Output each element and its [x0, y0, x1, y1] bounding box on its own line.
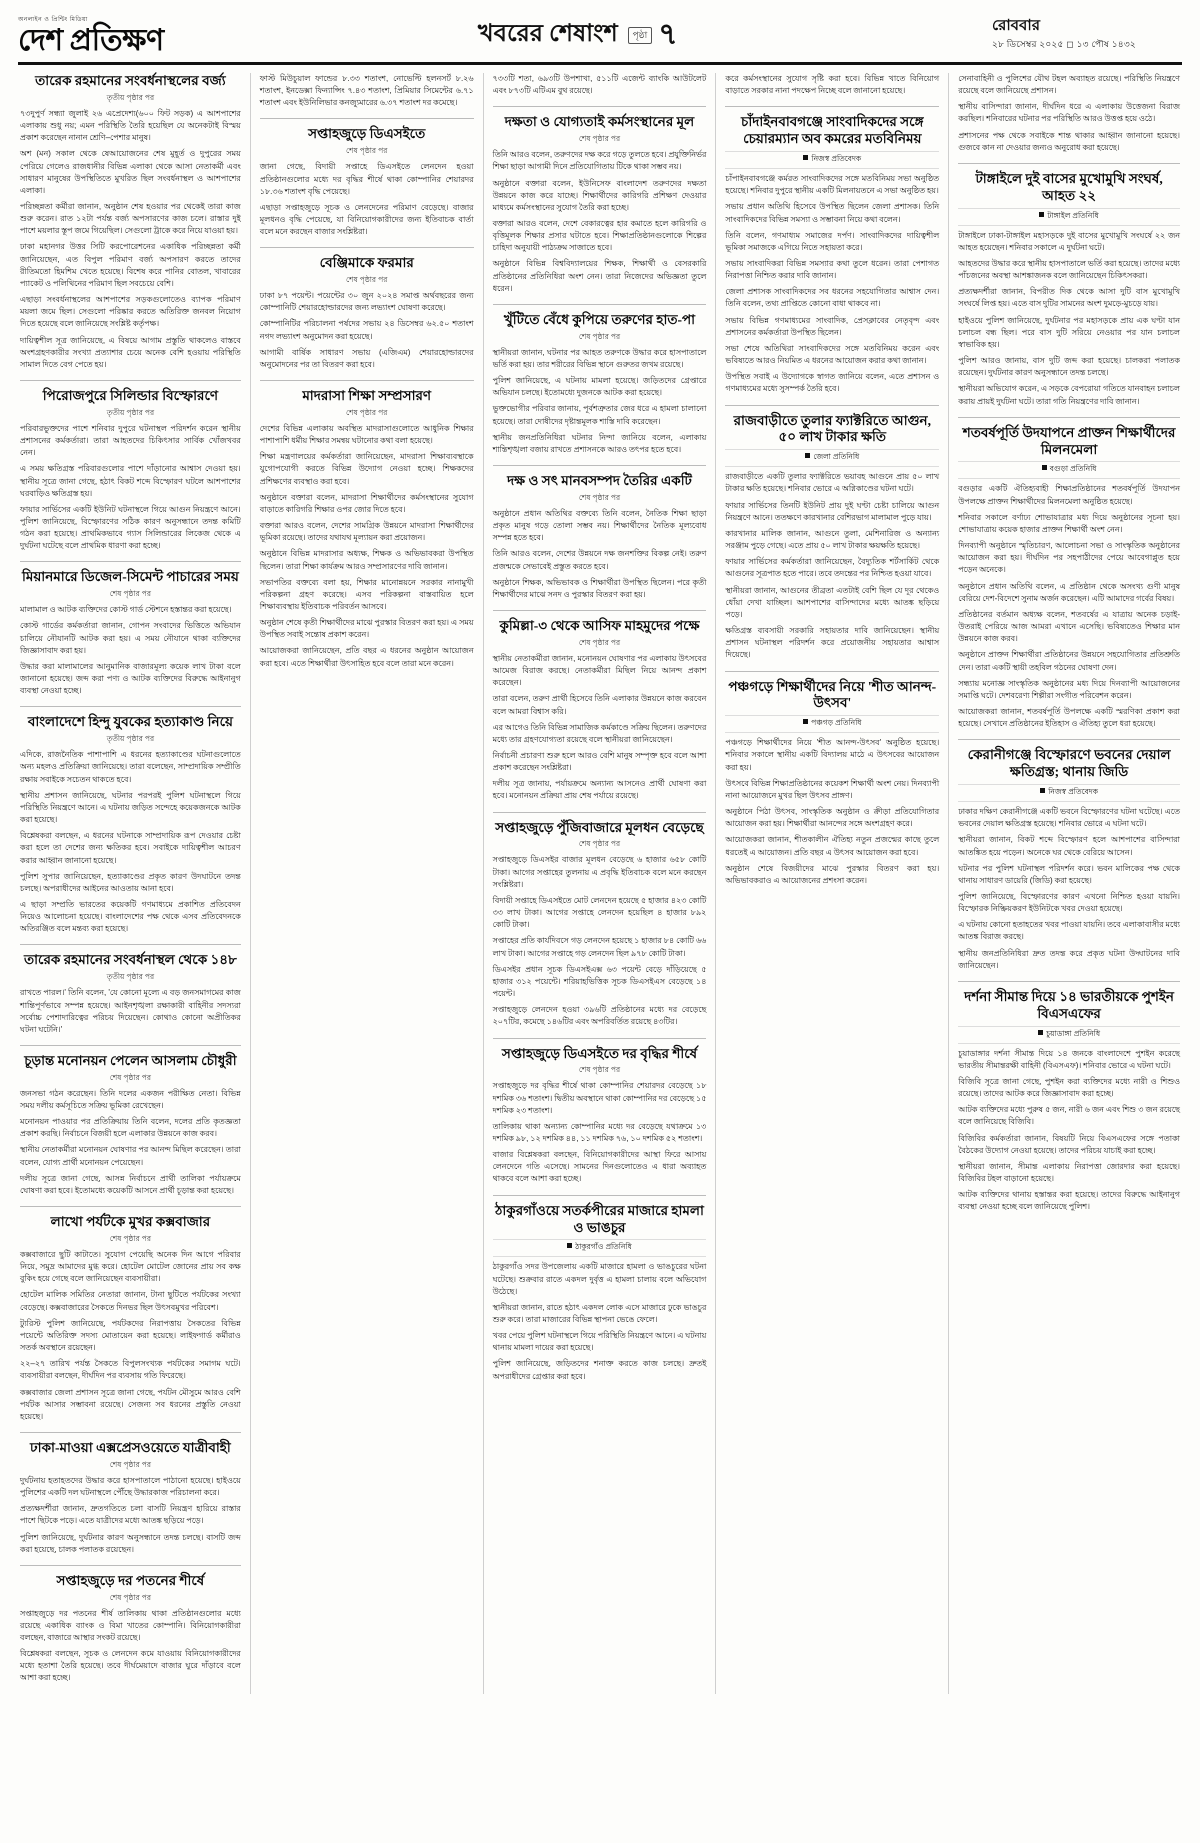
masthead — [18, 14, 1182, 65]
article-paragraph: প্রশাসনের পক্ষ থেকে সবাইকে শান্ত থাকার আহ্বান জানানো হয়েছে। গুজবে কান না দেওয়ার জন্যও অনুরোধ করা হয়েছে। — [958, 130, 1180, 152]
article-paragraph: সপ্তাহের প্রতি কার্যদিবসে গড় লেনদেন হয়েছে ১ হাজার ৮৪ কোটি ৬৬ লাখ টাকা। আগের সপ্তাহে গড় লেনদেন ছিল ৯৭৮ কোটি টাকা। — [492, 936, 707, 958]
article-paragraph: পরিবারভুক্তদের পাশে শনিবার দুপুরে ঘটনাস্থল পরিদর্শন করেন স্থানীয় প্রশাসনের কর্মকর্তারা। তারা আহতদের চিকিৎসার সার্বিক খোঁজখবর নেন। — [20, 423, 241, 458]
article-paragraph: সভায় বিভিন্ন গণমাধ্যমের সাংবাদিক, প্রেসক্লাবের নেতৃবৃন্দ এবং প্রশাসনের কর্মকর্তারা উপস্থিত ছিলেন। — [725, 315, 940, 337]
article-byline — [958, 784, 1180, 802]
article-paragraph: স্থানীয় নেতাকর্মীরা মনোনয়ন ঘোষণার পর আনন্দ মিছিল করেছেন। তারা বলেন, যোগ্য প্রার্থী মনোনয়ন পেয়েছেন। — [20, 1145, 241, 1167]
bullet-icon — [805, 453, 810, 458]
article-paragraph: সভায় প্রধান অতিথি হিসেবে উপস্থিত ছিলেন জেলা প্রশাসক। তিনি সাংবাদিকদের বিভিন্ন সমস্যা ও সম্ভাবনা নিয়ে কথা বলেন। — [725, 202, 940, 224]
article-paragraph: স্থানীয় জনপ্রতিনিধিরা দ্রুত তদন্ত করে প্রকৃত ঘটনা উদ্ঘাটনের দাবি জানিয়েছেন। — [958, 948, 1180, 970]
article-paragraph: রাখতে পারল।' তিনি বলেন, 'যে কোনো মূল্যে এ বড় জনসমাগমের কাজ শান্তিপূর্ণভাবে সম্পন্ন হয়েছে। আইনশৃঙ্খলা রক্ষাকারী বাহিনীর সদস্যরা সর্বোচ্চ পেশাদারিত্বের পরিচয় দিয়েছেন। কোথাও কোনো অপ্রীতিকর ঘটনা ঘটেনি।' — [20, 988, 241, 1034]
article-paragraph: জেলা প্রশাসক সাংবাদিকদের সব ধরনের সহযোগিতার আশ্বাস দেন। তিনি বলেন, তথ্য প্রাপ্তিতে কোনো বাধা থাকবে না। — [725, 287, 940, 309]
article-paragraph: আয়োজকরা জানান, শীতকালীন ঐতিহ্য নতুন প্রজন্মের কাছে তুলে ধরতেই এ আয়োজন। প্রতি বছর এ উৎসব আয়োজন করা হবে। — [725, 835, 940, 857]
article — [260, 73, 474, 109]
article-paragraph: বাজার বিশ্লেষকরা বলছেন, বিনিয়োগকারীদের আস্থা ফিরে আসায় লেনদেনে গতি এসেছে। সামনের দিনগুলোতেও এ ধারা অব্যাহত থাকবে বলে আশা করা হচ্ছে। — [492, 1150, 707, 1184]
bullet-icon — [1038, 1030, 1043, 1035]
article-paragraph: তিনি বলেন, গণমাধ্যম সমাজের দর্পণ। সাংবাদিকদের দায়িত্বশীল ভূমিকা সমাজকে এগিয়ে নিতে সহায়তা করে। — [725, 230, 940, 252]
article-paragraph: স্থানীয়রা জানান, রাতে হঠাৎ একদল লোক এসে মাজারে ঢুকে ভাঙচুর শুরু করে। তারা মাজারের বিভিন্ন স্থাপনা ভেঙে ফেলে। — [492, 1302, 707, 1324]
article-headline[interactable]: সপ্তাহজুড়ে পুঁজিবাজারে মূলধন বেড়েছে — [495, 819, 704, 835]
article-continuation-note: শেষ পৃষ্ঠার পর — [346, 146, 388, 156]
article-paragraph: সন্ধ্যায় মনোজ্ঞ সাংস্কৃতিক অনুষ্ঠানের মধ্য দিয়ে দিনব্যাপী আয়োজনের সমাপ্তি ঘটে। দেশবরেণ্য শিল্পীরা সংগীত পরিবেশন করেন। — [958, 678, 1180, 700]
article-headline[interactable]: মাদরাসা শিক্ষা সম্প্রসারণ — [302, 388, 432, 404]
article-byline — [493, 1239, 707, 1257]
article-headline[interactable]: বেঞ্জিমাকে ফরমার — [319, 255, 414, 271]
article-paragraph: চুয়াডাঙ্গার দর্শনা সীমান্ত দিয়ে ১৪ জনকে বাংলাদেশে পুশইন করেছে ভারতীয় সীমান্তরক্ষী বাহিনী (বিএসএফ)। শনিবার ভোরে এ ঘটনা ঘটে। — [958, 1048, 1180, 1070]
article — [20, 561, 241, 697]
article-paragraph: স্থানীয় নেতাকর্মীরা জানান, মনোনয়ন ঘোষণার পর এলাকায় উৎসবের আমেজ বিরাজ করছে। নেতাকর্মীরা মিছিল নিয়ে আনন্দ প্রকাশ করেছেন। — [492, 653, 707, 688]
article-paragraph: সপ্তাহজুড়ে লেনদেন হওয়া ৩৯৬টি প্রতিষ্ঠানের মধ্যে দর বেড়েছে ২০৭টির, কমেছে ১৪৬টির এবং অপরিবর্তিত রয়েছে ৪৩টির। — [492, 1005, 707, 1027]
article — [493, 1195, 707, 1383]
article-headline[interactable]: দর্শনা সীমান্ত দিয়ে ১৪ ভারতীয়কে পুশইন বিএসএফের — [964, 988, 1174, 1021]
article-headline[interactable]: লাখো পর্যটকে মুখর কক্সবাজার — [50, 1214, 211, 1230]
article-paragraph: অনুষ্ঠানে পিঠা উৎসব, সাংস্কৃতিক অনুষ্ঠান ও ক্রীড়া প্রতিযোগিতার আয়োজন করা হয়। শিক্ষার্থীরা আনন্দের সঙ্গে অংশগ্রহণ করে। — [725, 807, 940, 829]
byline-text: পঞ্চগড় প্রতিনিধি — [811, 718, 862, 728]
article-paragraph: স্থানীয় জনপ্রতিনিধিরা ঘটনার নিন্দা জানিয়ে বলেন, এলাকায় শান্তিশৃঙ্খলা বজায় রাখতে প্রশাসনকে আরও তৎপর হতে হবে। — [492, 432, 707, 454]
article-paragraph: দেশের বিভিন্ন এলাকায় অবস্থিত মাদরাসাগুলোতে আধুনিক শিক্ষার পাশাপাশি ধর্মীয় শিক্ষার সমন্বয় ঘটানোর কথা বলা হয়েছে। — [259, 423, 474, 446]
article-paragraph: অনুষ্ঠান শেষে বিজয়ীদের মাঝে পুরস্কার বিতরণ করা হয়। অভিভাবকরাও এ আয়োজনের প্রশংসা করেন। — [725, 863, 940, 885]
article — [493, 465, 707, 601]
byline-text: ঠাকুরগাঁও প্রতিনিধি — [575, 1242, 632, 1252]
article — [958, 163, 1180, 408]
article-paragraph: টাঙ্গাইলে ঢাকা-টাঙ্গাইল মহাসড়কে দুই বাসের মুখোমুখি সংঘর্ষে ২২ জন আহত হয়েছেন। শনিবার সকালে এ দুর্ঘটনা ঘটে। — [958, 230, 1180, 252]
article-paragraph: কোস্ট গার্ডের কর্মকর্তারা জানান, গোপন সংবাদের ভিত্তিতে অভিযান চালিয়ে নৌযানটি আটক করা হয়। এ সময় নৌযানে থাকা ব্যক্তিদের জিজ্ঞাসাবাদ করা হয়। — [20, 621, 241, 655]
article-paragraph: অনুষ্ঠানে বিভিন্ন বিশ্ববিদ্যালয়ের শিক্ষক, শিক্ষার্থী ও বেসরকারি প্রতিষ্ঠানের প্রতিনিধিরা অংশ নেন। তারা নিজেদের অভিজ্ঞতা তুলে ধরেন। — [492, 259, 707, 293]
weekday: রোববার — [992, 18, 1040, 35]
article-paragraph: অনুষ্ঠানে শিক্ষক, অভিভাবক ও শিক্ষার্থীরা উপস্থিত ছিলেন। পরে কৃতী শিক্ষার্থীদের মাঝে সনদ ও পুরস্কার বিতরণ করা হয়। — [492, 577, 707, 599]
article-paragraph: পুলিশ সুপার জানিয়েছেন, হত্যাকাণ্ডের প্রকৃত কারণ উদঘাটনে তদন্ত চলছে। অপরাধীদের আইনের আওতায় আনা হবে। — [20, 871, 241, 893]
article — [725, 405, 939, 662]
article-continuation-note: শেষ পৃষ্ঠার পর — [346, 275, 388, 285]
article-paragraph: সভাপতির বক্তব্যে বলা হয়, শিক্ষার মানোন্নয়নে সরকার নানামুখী পরিকল্পনা গ্রহণ করেছে। এসব পরিকল্পনা বাস্তবায়িত হলে শিক্ষাব্যবস্থায় ইতিবাচক পরিবর্তন আসবে। — [259, 577, 474, 611]
article-paragraph: সপ্তাহজুড়ে দর পতনের শীর্ষ তালিকায় থাকা প্রতিষ্ঠানগুলোর মধ্যে রয়েছে একাধিক ব্যাংক ও বিমা খাতের কোম্পানি। বিনিয়োগকারীরা বলছেন, বাজারে আস্থার সংকট রয়েছে। — [20, 1608, 241, 1642]
section-title: খবরের শেষাংশ — [477, 21, 618, 47]
article-paragraph: স্থানীয়রা জানান, আগুনের তীব্রতা এতটাই বেশি ছিল যে দূর থেকেও ধোঁয়া দেখা যাচ্ছিল। আশপাশের বাসিন্দাদের মধ্যে আতঙ্ক ছড়িয়ে পড়ে। — [725, 585, 940, 619]
article-paragraph: অনুষ্ঠানে বিভিন্ন মাদরাসার অধ্যক্ষ, শিক্ষক ও অভিভাবকরা উপস্থিত ছিলেন। তারা শিক্ষা কার্যক্রম আরও সম্প্রসারণের দাবি জানান। — [259, 549, 474, 571]
article-paragraph: অনুষ্ঠানে বক্তারা বলেন, ইউনিসেফ বাংলাদেশ তরুণদের দক্ষতা উন্নয়নে কাজ করে যাচ্ছে। শিক্ষার্থীদের কারিগরি প্রশিক্ষণ দেওয়ার মাধ্যমে কর্মসংস্থানের সুযোগ তৈরি করা হচ্ছে। — [492, 178, 707, 212]
article-paragraph: নির্বাচনী প্রচারণা শুরু হলে আরও বেশি মানুষ সম্পৃক্ত হবে বলে আশা প্রকাশ করেছেন সংশ্লিষ্টরা। — [492, 750, 707, 773]
column-2 — [251, 73, 484, 1694]
article-paragraph: ঘটনার পর পুলিশ ঘটনাস্থল পরিদর্শন করে। ভবন মালিকের পক্ষ থেকে থানায় সাধারণ ডায়েরি (জিডি) করা হয়েছে। — [958, 863, 1180, 885]
article-paragraph: স্থানীয়রা অভিযোগ করেন, এ সড়কে বেপরোয়া গতিতে যানবাহন চলাচল করায় প্রায়ই দুর্ঘটনা ঘটে। তারা গতি নিয়ন্ত্রণের দাবি জানান। — [958, 384, 1180, 406]
article-paragraph: জনসভা গঠন করেছেন। তিনি দলের একজন পরীক্ষিত নেতা। বিভিন্ন সময় দলীয় কর্মসূচিতে সক্রিয় ভূমিকা রেখেছেন। — [20, 1088, 241, 1110]
date-block — [992, 18, 1182, 52]
article-headline[interactable]: তারেক রহমানের সংবর্ধনাস্থলের বর্জ্য — [35, 73, 226, 88]
article-paragraph: প্রতিষ্ঠানের বর্তমান অধ্যক্ষ বলেন, শতবর্ষের এ যাত্রায় অনেক চড়াই-উতরাই পেরিয়ে আজ আমরা এখানে এসেছি। ভবিষ্যতেও শিক্ষার মান উন্নয়নে কাজ করব। — [958, 609, 1180, 644]
page-number: ৭ — [658, 18, 678, 51]
article-continuation-note: শেষ পৃষ্ঠার পর — [578, 637, 621, 647]
article-continuation-note: শেষ পৃষ্ঠার পর — [578, 839, 621, 849]
article-paragraph: বগুড়ার একটি ঐতিহ্যবাহী শিক্ষাপ্রতিষ্ঠানের শতবর্ষপূর্তি উদযাপন উপলক্ষে প্রাক্তন শিক্ষার্থীদের মিলনমেলা অনুষ্ঠিত হয়েছে। — [958, 484, 1180, 506]
article — [958, 73, 1180, 154]
article-paragraph: কক্সবাজার জেলা প্রশাসন সূত্রে জানা গেছে, পর্যটন মৌসুমে আরও বেশি পর্যটক আসার সম্ভাবনা রয়েছে। সেজন্য সব ধরনের প্রস্তুতি নেওয়া হয়েছে। — [20, 1387, 241, 1421]
article-paragraph: আগামী বার্ষিক সাধারণ সভায় (এজিএম) শেয়ারহোল্ডারদের অনুমোদনের পর তা বিতরণ করা হবে। — [259, 347, 474, 369]
article-headline[interactable]: বাংলাদেশে হিন্দু যুবকের হত্যাকাণ্ড নিয়ে — [27, 714, 233, 730]
article-paragraph: তারা বলেন, তরুণ প্রার্থী হিসেবে তিনি এলাকার উন্নয়নে কাজ করবেন বলে আমরা বিশ্বাস করি। — [492, 694, 707, 716]
article — [20, 73, 241, 371]
article — [725, 671, 939, 887]
article — [260, 247, 474, 371]
article-paragraph: ফায়ার সার্ভিসের একটি ইউনিট ঘটনাস্থলে গিয়ে আগুন নিয়ন্ত্রণে আনে। পুলিশ জানিয়েছে, বিস্ফোরণের সঠিক কারণ অনুসন্ধানে তদন্ত কমিটি গঠন করা হয়েছে। প্রাথমিকভাবে গ্যাস সিলিন্ডারের লিকেজ থেকে এ দুর্ঘটনা ঘটেছে বলে প্রাথমিক ধারণা করা হচ্ছে। — [20, 504, 241, 551]
article-continuation-note: শেষ পৃষ্ঠার পর — [578, 492, 621, 502]
article-paragraph: বক্তারা আরও বলেন, দেশের সামগ্রিক উন্নয়নে মাদরাসা শিক্ষার্থীদের ভূমিকা রয়েছে। তাদের যথাযথ মূল্যায়ন করা প্রয়োজন। — [259, 521, 474, 543]
article-paragraph: কোম্পানিটির পরিচালনা পর্ষদের সভায় ২৪ ডিসেম্বর ৬২.৫০ শতাংশ নগদ লভ্যাংশ অনুমোদন করা হয়েছে। — [259, 319, 474, 341]
article-paragraph: চাঁপাইনবাবগঞ্জে কর্মরত সাংবাদিকদের সঙ্গে মতবিনিময় সভা অনুষ্ঠিত হয়েছে। শনিবার দুপুরে স্থানীয় একটি মিলনায়তনে এ সভা অনুষ্ঠিত হয়। — [725, 174, 940, 196]
article-continuation-note: তৃতীয় পৃষ্ঠার পর — [106, 92, 155, 102]
article-paragraph: দুর্ঘটনায় হতাহতদের উদ্ধার করে হাসপাতালে পাঠানো হয়েছে। হাইওয়ে পুলিশের একটি দল ঘটনাস্থলে পৌঁছে উদ্ধারকাজ পরিচালনা করে। — [20, 1475, 241, 1498]
article-paragraph: প্রত্যক্ষদর্শীরা জানান, বিপরীত দিক থেকে আসা দুটি বাস মুখোমুখি সংঘর্ষে লিপ্ত হয়। এতে বাস দুটির সামনের অংশ দুমড়ে-মুচড়ে যায়। — [958, 287, 1180, 309]
article-headline[interactable]: টাঙ্গাইলে দুই বাসের মুখোমুখি সংঘর্ষ, আহত ২২ — [975, 170, 1163, 203]
article-headline[interactable]: সপ্তাহজুড়ে দর পতনের শীর্ষে — [56, 1572, 205, 1588]
article-paragraph: প্রত্যক্ষদর্শীরা জানান, দ্রুতগতিতে চলা বাসটি নিয়ন্ত্রণ হারিয়ে রাস্তার পাশে ছিটকে পড়ে। এতে যাত্রীদের মধ্যে আতঙ্ক ছড়িয়ে পড়ে। — [20, 1504, 241, 1526]
column-3 — [484, 73, 717, 1694]
article-headline[interactable]: চূড়ান্ত মনোনয়ন পেলেন আসলাম চৌধুরী — [24, 1052, 237, 1068]
article-paragraph: অনুষ্ঠান শেষে কৃতী শিক্ষার্থীদের মাঝে পুরস্কার বিতরণ করা হয়। এ সময় উপস্থিত সবাই সন্তোষ প্রকাশ করেন। — [259, 618, 474, 640]
article — [493, 610, 707, 803]
article-byline — [725, 715, 939, 733]
article-paragraph: শিক্ষা মন্ত্রণালয়ের কর্মকর্তারা জানিয়েছেন, মাদরাসা শিক্ষাব্যবস্থাকে যুগোপযোগী করতে বিভিন্ন উদ্যোগ নেওয়া হচ্ছে। শিক্ষকদের প্রশিক্ষণের ব্যবস্থাও করা হবে। — [259, 452, 474, 486]
article-continuation-note: শেষ পৃষ্ঠার পর — [109, 1592, 152, 1602]
article-paragraph: দিনব্যাপী অনুষ্ঠানে স্মৃতিচারণ, আলোচনা সভা ও সাংস্কৃতিক অনুষ্ঠানের আয়োজন করা হয়। দীর্ঘদিন পর সহপাঠীদের পেয়ে আবেগাপ্লুত হয়ে পড়েন অনেকে। — [958, 541, 1180, 575]
column-5 — [949, 73, 1182, 1694]
article-paragraph: স্থানীয় বাসিন্দারা জানান, দীর্ঘদিন ধরে এ এলাকায় উত্তেজনা বিরাজ করছিল। শনিবারের ঘটনার পর পরিস্থিতি আরও উত্তপ্ত হয়ে ওঠে। — [958, 102, 1180, 124]
bullet-icon — [567, 1243, 572, 1248]
article-headline[interactable]: সপ্তাহজুড়ে ডিএসইতে দর বৃদ্ধির শীর্ষে — [501, 1045, 698, 1061]
article-headline[interactable]: মিয়ানমারে ডিজেল-সিমেন্ট পাচারের সময় — [22, 569, 239, 585]
byline-text: চুয়াডাঙ্গা প্রতিনিধি — [1046, 1028, 1101, 1038]
logo-text: দেশ প্রতিক্ষণ — [18, 24, 164, 57]
article-paragraph: বক্তারা আরও বলেন, দেশে বেকারত্বের হার কমাতে হলে কারিগরি ও বৃত্তিমূলক শিক্ষার প্রসার ঘটাতে হবে। শিক্ষাপ্রতিষ্ঠানগুলোকে শিল্পের চাহিদা অনুযায়ী পাঠ্যক্রম সাজাতে হবে। — [492, 218, 707, 253]
bullet-icon — [1040, 788, 1045, 793]
article — [725, 73, 939, 97]
article-paragraph: দলীয় সূত্র জানায়, পর্যায়ক্রমে অন্যান্য আসনেও প্রার্থী ঘোষণা করা হবে। মনোনয়ন প্রক্রিয়া প্রায় শেষ পর্যায়ে রয়েছে। — [492, 779, 707, 801]
article-continuation-note: শেষ পৃষ্ঠার পর — [578, 331, 621, 341]
article-paragraph: শনিবার সকালে বর্ণাঢ্য শোভাযাত্রার মধ্য দিয়ে অনুষ্ঠানের সূচনা হয়। শোভাযাত্রায় কয়েক হাজার প্রাক্তন শিক্ষার্থী অংশ নেন। — [958, 512, 1180, 534]
article-paragraph: আয়োজকরা জানান, শতবর্ষপূর্তি উপলক্ষে একটি স্মরণিকা প্রকাশ করা হয়েছে। সেখানে প্রতিষ্ঠানের ইতিহাস ও ঐতিহ্য তুলে ধরা হয়েছে। — [958, 706, 1180, 729]
article-paragraph: মালামাল ও আটক ব্যক্তিদের কোস্ট গার্ড স্টেশনে হস্তান্তর করা হয়েছে। — [20, 605, 232, 615]
article-paragraph: পরিচ্ছন্নতা কর্মীরা জানান, অনুষ্ঠান শেষ হওয়ার পর থেকেই তারা কাজ শুরু করেন। রাত ১২টা পর্যন্ত বর্জ্য অপসারণের কাজ চলে। রাস্তার দুই পাশে ময়লার স্তূপ জমে গিয়েছিল। সেগুলো ট্রাকে করে নিয়ে যাওয়া হয়। — [20, 201, 241, 236]
article-paragraph: ডিএসইর প্রধান সূচক ডিএসইএক্স ৬৩ পয়েন্ট বেড়ে দাঁড়িয়েছে ৫ হাজার ৩১২ পয়েন্টে। শরিয়াহভিত্তিক সূচক ডিএসইএস বেড়েছে ১৪ পয়েন্ট। — [492, 964, 707, 999]
article-paragraph: ট্যুরিস্ট পুলিশ জানিয়েছে, পর্যটকদের নিরাপত্তায় সৈকতের বিভিন্ন পয়েন্টে অতিরিক্ত সদস্য মোতায়েন করা হয়েছে। লাইফগার্ড কর্মীরাও সতর্ক অবস্থানে রয়েছেন। — [20, 1318, 241, 1353]
article-headline[interactable]: তারেক রহমানের সংবর্ধনাস্থল থেকে ১৪৮ — [23, 952, 237, 968]
article-byline — [958, 208, 1180, 226]
article — [958, 981, 1180, 1214]
article-paragraph: বিজিবির কর্মকর্তারা জানান, বিষয়টি নিয়ে বিএসএফের সঙ্গে পতাকা বৈঠকের উদ্যোগ নেওয়া হয়েছে। তাদের পরিচয় যাচাই করা হচ্ছে। — [958, 1133, 1180, 1155]
article — [20, 706, 241, 935]
article-continuation-note: তৃতীয় পৃষ্ঠার পর — [106, 407, 155, 417]
article-continuation-note: শেষ পৃষ্ঠার পর — [109, 1072, 152, 1082]
article-paragraph: আটক ব্যক্তিদের থানায় হস্তান্তর করা হয়েছে। তাদের বিরুদ্ধে আইনানুগ ব্যবস্থা নেওয়া হচ্ছে বলে জানিয়েছে পুলিশ। — [958, 1190, 1180, 1212]
article-continuation-note: শেষ পৃষ্ঠার পর — [109, 1233, 152, 1243]
article-paragraph: বিশ্লেষকরা বলছেন, সূচক ও লেনদেন কমে যাওয়ায় বিনিয়োগকারীদের মধ্যে হতাশা তৈরি হয়েছে। তবে দীর্ঘমেয়াদে বাজার ঘুরে দাঁড়াবে বলে আশা করা হচ্ছে। — [20, 1649, 241, 1683]
article-paragraph: তিনি আরও বলেন, তরুণদের দক্ষ করে গড়ে তুলতে হবে। প্রযুক্তিনির্ভর শিক্ষা ছাড়া আগামী দিনে প্রতিযোগিতায় টিকে থাকা সম্ভব নয়। — [492, 150, 707, 172]
article-paragraph: অনুষ্ঠানে প্রধান অতিথির বক্তব্যে তিনি বলেন, নৈতিক শিক্ষা ছাড়া প্রকৃত মানুষ গড়ে তোলা সম্ভব নয়। শিক্ষার্থীদের নৈতিক মূল্যবোধ সম্পন্ন হতে হবে। — [492, 508, 707, 543]
article-headline[interactable]: রাজবাড়ীতে তুলার ফ্যাক্টরিতে আগুন, ৫০ লাখ টাকার ক্ষতি — [733, 412, 931, 445]
article-paragraph: স্থানীয়রা জানান, ঘটনার পর আহত তরুণকে উদ্ধার করে হাসপাতালে ভর্তি করা হয়। তার শরীরের বিভিন্ন স্থানে গুরুতর জখম রয়েছে। — [492, 347, 707, 369]
article-paragraph: ২২–২৭ তারিখ পর্যন্ত সৈকতে বিপুলসংখ্যক পর্যটকের সমাগম ঘটে। ব্যবসায়ীরা বলছেন, দীর্ঘদিন পর ব্যবসায় গতি ফিরেছে। — [20, 1359, 241, 1381]
article-byline — [958, 1026, 1180, 1044]
article-paragraph: পুলিশ জানিয়েছে, এ ঘটনায় মামলা হয়েছে। জড়িতদের গ্রেপ্তারে অভিযান চলছে। ইতোমধ্যে দুজনকে আটক করা হয়েছে। — [492, 376, 707, 398]
article-headline[interactable]: পঞ্চগড়ে শিক্ষার্থীদের নিয়ে 'শীত আনন্দ-উৎসব' — [728, 678, 937, 711]
article-paragraph: আয়োজকরা জানিয়েছেন, প্রতি বছর এ ধরনের অনুষ্ঠান আয়োজন করা হবে। এতে শিক্ষার্থীরা উৎসাহিত হবে বলে তারা মনে করেন। — [259, 646, 474, 668]
article-paragraph: এছাড়া সংবর্ধনাস্থলের আশপাশের সড়কগুলোতেও ব্যাপক পরিমাণ ময়লা জমে ছিল। সেগুলো পরিষ্কার করতে অতিরিক্ত জনবল নিয়োগ দিতে হয়েছে বলে জানিয়েছে সংশ্লিষ্ট কর্তৃপক্ষ। — [20, 295, 241, 329]
article-headline[interactable]: দক্ষতা ও যোগ্যতাই কর্মসংস্থানের মূল — [504, 114, 695, 130]
article-paragraph: উপস্থিত সবাই এ উদ্যোগকে স্বাগত জানিয়ে বলেন, এতে প্রশাসন ও গণমাধ্যমের মধ্যে সুসম্পর্ক তৈরি হবে। — [725, 372, 940, 394]
article-paragraph: বিদায়ী সপ্তাহে ডিএসইতে মোট লেনদেন হয়েছে ৫ হাজার ৪২৩ কোটি ৩৩ লাখ টাকা। আগের সপ্তাহে লেনদেন হয়েছিল ৪ হাজার ৮৯২ কোটি টাকা। — [492, 895, 707, 930]
article-headline[interactable]: শতবর্ষপূর্তি উদযাপনে প্রাক্তন শিক্ষার্থীদের মিলনমেলা — [962, 424, 1176, 457]
article-paragraph: বিজিবি সূত্রে জানা গেছে, পুশইন করা ব্যক্তিদের মধ্যে নারী ও শিশুও রয়েছে। তাদের আটক করে জিজ্ঞাসাবাদ করা হচ্ছে। — [958, 1076, 1180, 1099]
article-paragraph: অনুষ্ঠানে বক্তারা বলেন, মাদরাসা শিক্ষার্থীদের কর্মসংস্থানের সুযোগ বাড়াতে কারিগরি শিক্ষার ওপর জোর দিতে হবে। — [259, 492, 474, 514]
article-paragraph: ঢাকা মহানগর উত্তর সিটি করপোরেশনের একাধিক পরিচ্ছন্নতা কর্মী জানিয়েছেন, এত বিপুল পরিমাণ বর্জ্য অপসারণ করতে তাদের রীতিমতো হিমশিম খেতে হয়েছে। বিশেষ করে পানির বোতল, খাবারের প্যাকেট ও পলিথিনের পরিমাণ ছিল সবচেয়ে বেশি। — [20, 242, 241, 288]
article-headline[interactable]: সপ্তাহজুড়ে ডিএসইতে — [308, 126, 426, 142]
article-paragraph: বিশ্লেষকরা বলছেন, এ ধরনের ঘটনাকে সাম্প্রদায়িক রূপ দেওয়ার চেষ্টা করা হলে তা দেশের জন্য ক্ষতিকর হবে। সবাইকে দায়িত্বশীল আচরণ করার আহ্বান জানানো হয়েছে। — [20, 831, 241, 865]
bullet-icon — [1039, 212, 1044, 217]
article-columns — [18, 73, 1182, 1694]
article-paragraph: আহতদের উদ্ধার করে স্থানীয় হাসপাতালে ভর্তি করা হয়েছে। তাদের মধ্যে পাঁচজনের অবস্থা আশঙ্কাজনক বলে জানিয়েছেন চিকিৎসকরা। — [958, 259, 1180, 281]
column-4 — [716, 73, 949, 1694]
article-paragraph: সভা শেষে অতিথিরা সাংবাদিকদের সঙ্গে মতবিনিময় করেন এবং ভবিষ্যতে আরও নিয়মিত এ ধরনের আয়োজন করার কথা জানান। — [725, 343, 940, 366]
article-paragraph: করে কর্মসংস্থানের সুযোগ সৃষ্টি করা হবে। বিভিন্ন খাতে বিনিয়োগ বাড়াতে সরকার নানা পদক্ষেপ নিচ্ছে বলে জানানো হয়েছে। — [725, 74, 940, 96]
article-headline[interactable]: কুমিল্লা-৩ থেকে আসিফ মাহমুদের পক্ষে — [499, 618, 700, 633]
article — [493, 1038, 707, 1186]
column-1 — [18, 73, 251, 1694]
article-paragraph: আটক ব্যক্তিদের মধ্যে পুরুষ ৫ জন, নারী ৬ জন এবং শিশু ৩ জন রয়েছে বলে জানিয়েছে বিজিবি। — [958, 1105, 1180, 1127]
article — [20, 1045, 241, 1197]
article — [20, 1432, 241, 1556]
article — [20, 380, 241, 552]
article — [260, 118, 474, 238]
article-headline[interactable]: ঢাকা-মাওয়া এক্সপ্রেসওয়েতে যাত্রীবাহী — [30, 1440, 231, 1455]
article-headline[interactable]: খুঁটিতে বেঁধে কুপিয়ে তরুণের হাত-পা — [503, 311, 696, 327]
article — [493, 73, 707, 97]
article-paragraph: এ ছাড়া সম্প্রতি ভারতের কয়েকটি গণমাধ্যমে প্রকাশিত প্রতিবেদন নিয়েও আলোচনা হয়েছে। বাংলাদেশের পক্ষ থেকে এসব প্রতিবেদনকে অতিরঞ্জিত বলে মন্তব্য করা হয়েছে। — [20, 900, 241, 934]
article-paragraph: জানা গেছে, বিদায়ী সপ্তাহে ডিএসইতে লেনদেন হওয়া প্রতিষ্ঠানগুলোর মধ্যে দর বৃদ্ধির শীর্ষে থাকা কোম্পানির শেয়ারদর ১৮.৩৬ শতাংশ বৃদ্ধি পেয়েছে। — [259, 162, 474, 196]
byline-text: টাঙ্গাইল প্রতিনিধি — [1047, 210, 1099, 220]
article-paragraph: পুলিশ আরও জানায়, বাস দুটি জব্দ করা হয়েছে। চালকরা পলাতক রয়েছেন। দুর্ঘটনার কারণ অনুসন্ধানে তদন্ত চলছে। — [958, 356, 1180, 378]
article-continuation-note: শেষ পৃষ্ঠার পর — [578, 134, 621, 144]
article-continuation-note: তৃতীয় পৃষ্ঠার পর — [106, 972, 155, 982]
article-paragraph: এর আগেও তিনি বিভিন্ন সামাজিক কর্মকাণ্ডে সক্রিয় ছিলেন। তরুণদের মধ্যে তার গ্রহণযোগ্যতা রয়েছে বলে স্থানীয়রা জানিয়েছেন। — [492, 722, 707, 744]
article-paragraph: রাজবাড়ীতে একটি তুলার ফ্যাক্টরিতে ভয়াবহ আগুনে প্রায় ৫০ লাখ টাকার ক্ষতি হয়েছে। শনিবার ভোরে এ অগ্নিকাণ্ডের ঘটনা ঘটে। — [725, 472, 940, 494]
article-continuation-note: শেষ পৃষ্ঠার পর — [109, 1459, 152, 1469]
article-paragraph: এছাড়া সপ্তাহজুড়ে সূচক ও লেনদেনের পরিমাণ বেড়েছে। বাজার মূলধনও বৃদ্ধি পেয়েছে, যা বিনিয়োগকারীদের জন্য ইতিবাচক বার্তা বলে মনে করছেন বাজার সংশ্লিষ্টরা। — [259, 202, 474, 237]
article-paragraph: সেনাবাহিনী ও পুলিশের যৌথ টহল অব্যাহত রয়েছে। পরিস্থিতি নিয়ন্ত্রণে রয়েছে বলে জানিয়েছে প্রশাসন। — [958, 74, 1180, 96]
article-paragraph: দলীয় সূত্রে জানা গেছে, আসন্ন নির্বাচনে প্রার্থী তালিকা পর্যায়ক্রমে ঘোষণা করা হবে। ইতোমধ্যে কয়েকটি আসনে প্রার্থী চূড়ান্ত করা হয়েছে। — [20, 1173, 241, 1195]
article-paragraph: হোটেল মালিক সমিতির নেতারা জানান, টানা ছুটিতে পর্যটকের সংখ্যা বেড়েছে। কক্সবাজারের সৈকতে দিনভর ছিল উৎসবমুখর পরিবেশ। — [20, 1290, 241, 1312]
article-headline[interactable]: কেরানীগঞ্জে বিস্ফোরণে ভবনের দেয়াল ক্ষতিগ্রস্ত; থানায় জিডি — [967, 747, 1171, 780]
article-byline — [725, 151, 939, 169]
article-paragraph: অনুষ্ঠানে প্রাক্তন শিক্ষার্থীরা প্রতিষ্ঠানের উন্নয়নে সহযোগিতার প্রতিশ্রুতি দেন। তারা একটি স্থায়ী তহবিল গঠনের ঘোষণা দেন। — [958, 650, 1180, 672]
article-paragraph: ফায়ার সার্ভিসের তিনটি ইউনিট প্রায় দুই ঘণ্টা চেষ্টা চালিয়ে আগুন নিয়ন্ত্রণে আনে। ততক্ষণে কারখানার বেশিরভাগ মালামাল পুড়ে যায়। — [725, 500, 940, 522]
byline-text: জেলা প্রতিনিধি — [813, 452, 860, 462]
page-badge — [628, 20, 678, 50]
bullet-icon — [803, 155, 808, 160]
section-header — [478, 15, 678, 55]
article-paragraph: ঢাকার দক্ষিণ কেরানীগঞ্জে একটি ভবনে বিস্ফোরণের ঘটনা ঘটেছে। এতে ভবনের দেয়াল ক্ষতিগ্রস্ত হয়েছে। শনিবার ভোরে এ ঘটনা ঘটে। — [958, 807, 1180, 829]
article-paragraph: ফাস্ট মিউচুয়াল ফান্ডের ৮.৩৩ শতাংশ, নোভেল্টি হলনসর্ট ৮.২৬ শতাংশ, ইনডেক্সা ফিন্যান্সিং ৭.৪৩ শতাংশ, প্রিমিয়ার সিমেন্টের ৬.৭১ শতাংশ এবং ইউনিলিভার কনজ্যুমারের ৬.৩৭ শতাংশ দর কমেছে। — [259, 74, 474, 108]
article-paragraph: ৭৩৩টি শতা, ৬৯৩টি উপশাখা, ৫১১টি এজেন্ট ব্যাংকি আউটলেট এবং ৮৭৩টি এটিএম বুথ রয়েছে। — [492, 74, 707, 96]
article-paragraph: ফায়ার সার্ভিসের কর্মকর্তারা জানিয়েছেন, বৈদ্যুতিক শর্টসার্কিট থেকে আগুনের সূত্রপাত হতে পারে। তবে তদন্তের পর নিশ্চিত হওয়া যাবে। — [725, 557, 940, 579]
article-paragraph: এ সময় ক্ষতিগ্রস্ত পরিবারগুলোর পাশে দাঁড়ানোর আশ্বাস দেওয়া হয়। স্থানীয় সূত্রে জানা গেছে, হঠাৎ বিকট শব্দে বিস্ফোরণ ঘটলে আশপাশের ঘরবাড়িও ক্ষতিগ্রস্ত হয়। — [20, 464, 241, 498]
article-paragraph: ভুক্তভোগীর পরিবার জানায়, পূর্বশত্রুতার জের ধরে এ হামলা চালানো হয়েছে। তারা দোষীদের দৃষ্টান্তমূলক শাস্তি দাবি করেছেন। — [492, 404, 707, 426]
article-paragraph: স্থানীয়রা জানান, বিকট শব্দে বিস্ফোরণ হলে আশপাশের বাসিন্দারা আতঙ্কিত হয়ে পড়েন। অনেকে ঘর থেকে বেরিয়ে আসেন। — [958, 835, 1180, 857]
article — [493, 106, 707, 295]
article-headline[interactable]: চাঁদাইনবাবগঞ্জে সাংবাদিকদের সঙ্গে চেয়ারম্যান অব কমরের মতবিনিময় — [741, 114, 924, 147]
article-paragraph: অশ (মন) সকাল থেকে ষেআয়োজনের শেষ মুহূর্ত ও দুপুরের সময় পেরিয়ে গেলেও রাজধানীর বিভিন্ন এলাকা থেকে আসা নেতাকর্মী এবং সাধারণ মানুষের উপস্থিতিতে মুখরিত ছিল সংবর্ধনাস্থল ও আশপাশের এলাকা। — [20, 149, 241, 195]
article-paragraph: ক্ষতিগ্রস্ত ব্যবসায়ী সরকারি সহায়তার দাবি জানিয়েছেন। স্থানীয় প্রশাসন ঘটনাস্থল পরিদর্শন করে প্রয়োজনীয় সহায়তার আশ্বাস দিয়েছে। — [725, 626, 940, 660]
article-paragraph: তিনি আরও বলেন, দেশের উন্নয়নে দক্ষ জনশক্তির বিকল্প নেই। তরুণ প্রজন্মকে সেভাবেই প্রস্তুত করতে হবে। — [492, 549, 707, 571]
article — [20, 1206, 241, 1423]
article — [20, 944, 241, 1036]
article-paragraph: ঠাকুরগাঁও সদর উপজেলায় একটি মাজারে হামলা ও ভাঙচুরের ঘটনা ঘটেছে। শুক্রবার রাতে একদল দুর্বৃত্ত এ হামলা চালায় বলে অভিযোগ উঠেছে। — [492, 1262, 707, 1296]
article — [725, 106, 939, 395]
article-continuation-note: তৃতীয় পৃষ্ঠার পর — [106, 734, 155, 744]
article — [958, 417, 1180, 731]
article-paragraph: এদিকে, রাজনৈতিক পাশাপাশি এ ধরনের হত্যাকাণ্ডের ঘটনাগুলোতে অন্য মহলও প্রতিক্রিয়া জানিয়েছে। তারা বলেছেন, সাম্প্রদায়িক সম্প্রীতি রক্ষায় সবাইকে সচেতন থাকতে হবে। — [20, 750, 241, 784]
article-continuation-note: শেষ পৃষ্ঠার পর — [578, 1065, 621, 1075]
article-paragraph: অনুষ্ঠানে প্রধান অতিথি বলেন, এ প্রতিষ্ঠান থেকে অসংখ্য গুণী মানুষ বেরিয়ে দেশ-বিদেশে সুনাম অর্জন করেছেন। এটি আমাদের গর্বের বিষয়। — [958, 581, 1180, 603]
newspaper-logo[interactable] — [18, 14, 164, 56]
article — [958, 739, 1180, 972]
article-headline[interactable]: দক্ষ ও সৎ মানবসম্পদ তৈরির একটি — [507, 473, 692, 489]
article-paragraph: ঢাকা ৮৭ পয়েন্ট। পয়েন্টের ৩০ জুন ২০২৪ সমাপ্ত অর্থবছরের জন্য কোম্পানিটি শেয়ারহোল্ডারদের জন্য লভ্যাংশ ঘোষণা করেছে। — [259, 291, 474, 313]
article-paragraph: উৎসবে বিভিন্ন শিক্ষাপ্রতিষ্ঠানের কয়েকশ শিক্ষার্থী অংশ নেয়। দিনব্যাপী নানা আয়োজনে মুখর ছিল উৎসব প্রাঙ্গণ। — [725, 778, 940, 800]
article-paragraph: দায়িত্বশীল সূত্র জানিয়েছে, এ বিষয়ে আগাম প্রস্তুতি থাকলেও বাস্তবে অংশগ্রহণকারীর সংখ্যা প্রত্যাশার চেয়ে অনেক বেশি হওয়ায় পরিস্থিতি সামাল দিতে বেগ পেতে হয়। — [20, 335, 241, 369]
article — [493, 812, 707, 1029]
article-paragraph: উদ্ধার করা মালামালের আনুমানিক বাজারমূল্য কয়েক লাখ টাকা বলে জানানো হয়েছে। জব্দ করা পণ্য ও আটক ব্যক্তিদের বিরুদ্ধে আইনানুগ ব্যবস্থা নেওয়া হচ্ছে। — [20, 661, 241, 696]
article-paragraph: কারখানার মালিক জানান, আগুনে তুলা, মেশিনারিজ ও অন্যান্য সরঞ্জাম পুড়ে গেছে। এতে প্রায় ৫০ লাখ টাকার ক্ষয়ক্ষতি হয়েছে। — [725, 528, 940, 551]
article-paragraph: এ ঘটনায় কোনো হতাহতের খবর পাওয়া যায়নি। তবে এলাকাবাসীর মধ্যে আতঙ্ক বিরাজ করছে। — [958, 920, 1181, 942]
article-paragraph: স্থানীয়রা জানান, সীমান্ত এলাকায় নিরাপত্তা জোরদার করা হয়েছে। বিজিবির টহল বাড়ানো হয়েছে। — [958, 1161, 1180, 1184]
article-byline — [725, 449, 939, 467]
article-paragraph: পঞ্চগড়ে শিক্ষার্থীদের নিয়ে 'শীত আনন্দ-উৎসব' অনুষ্ঠিত হয়েছে। শনিবার সকালে স্থানীয় একটি বিদ্যালয় মাঠে এ উৎসবের আয়োজন করা হয়। — [725, 738, 940, 772]
article-paragraph: পুলিশ জানিয়েছে, জড়িতদের শনাক্ত করতে কাজ চলছে। দ্রুতই অপরাধীদের গ্রেপ্তার করা হবে। — [492, 1359, 707, 1381]
date-line: ২৮ ডিসেম্বর ২০২৫ ◻ ১৩ পৌষ ১৪৩২ — [992, 38, 1136, 49]
byline-text: নিজস্ব প্রতিবেদক — [811, 154, 862, 164]
article-paragraph: মনোনয়ন পাওয়ার পর প্রতিক্রিয়ায় তিনি বলেন, দলের প্রতি কৃতজ্ঞতা প্রকাশ করছি। নির্বাচনে বিজয়ী হলে এলাকার উন্নয়নে কাজ করব। — [20, 1117, 241, 1139]
article-paragraph: পুলিশ জানিয়েছে, বিস্ফোরণের কারণ এখনো নিশ্চিত হওয়া যায়নি। বিস্ফোরক নিষ্ক্রিয়করণ ইউনিটকে খবর দেওয়া হয়েছে। — [958, 891, 1180, 914]
article-paragraph: সভায় সাংবাদিকরা বিভিন্ন সমস্যার কথা তুলে ধরেন। তারা পেশাগত নিরাপত্তা নিশ্চিত করার দাবি জানান। — [725, 259, 940, 281]
byline-text: বগুড়া প্রতিনিধি — [1049, 464, 1097, 474]
article-paragraph: সপ্তাহজুড়ে ডিএসইর বাজার মূলধন বেড়েছে ৬ হাজার ৬৫৮ কোটি টাকা। আগের সপ্তাহের তুলনায় এ প্রবৃদ্ধি ইতিবাচক বলে মনে করছেন সংশ্লিষ্টরা। — [492, 855, 707, 889]
article — [493, 304, 707, 456]
article-paragraph: কক্সবাজারে ছুটি কাটাতে। সুযোগ পেয়েছি অনেক দিন আগে পরিবার নিয়ে, সমুদ্র আমাদের মুগ্ধ করে। হোটেল মোটেল জোনের প্রায় সব কক্ষ বুকিং হয়ে গেছে বলে জানিয়েছেন ব্যবসায়ীরা। — [20, 1249, 241, 1284]
article-headline[interactable]: ঠাকুরগাঁওয়ে সতর্কপীরের মাজারে হামলা ও ভাঙচুর — [495, 1202, 704, 1235]
article — [20, 1565, 241, 1685]
article — [260, 380, 474, 670]
article-paragraph: হাইওয়ে পুলিশ জানিয়েছে, দুর্ঘটনার পর মহাসড়কে প্রায় এক ঘণ্টা যান চলাচল বন্ধ ছিল। পরে বাস দুটি সরিয়ে নেওয়ার পর যান চলাচল স্বাভাবিক হয়। — [958, 315, 1180, 349]
byline-text: নিজস্ব প্রতিবেদক — [1048, 787, 1098, 797]
article-continuation-note: শেষ পৃষ্ঠার পর — [109, 589, 152, 599]
article-byline — [958, 461, 1180, 479]
logo-tagline: অনলাইন ও প্রিন্টিং মিডিয়া — [18, 17, 88, 23]
article-paragraph: খবর পেয়ে পুলিশ ঘটনাস্থলে গিয়ে পরিস্থিতি নিয়ন্ত্রণে আনে। এ ঘটনায় থানায় মামলা দায়ের করা হয়েছে। — [492, 1331, 707, 1353]
article-paragraph: সপ্তাহজুড়ে দর বৃদ্ধির শীর্ষে থাকা কোম্পানির শেয়ারদর বেড়েছে ১৮ দশমিক ৩৬ শতাংশ। দ্বিতীয় অবস্থানে থাকা কোম্পানির দর বেড়েছে ১৫ দশমিক ২৩ শতাংশ। — [492, 1081, 707, 1115]
article-continuation-note: শেষ পৃষ্ঠার পর — [346, 407, 388, 417]
article-headline[interactable]: পিরোজপুরে সিলিন্ডার বিস্ফোরণে — [42, 388, 219, 403]
article-paragraph: ৭৩দুপুর্ণ সন্ধ্যা জুলাই ২৬ এপ্রেদেশ্য(৬০০ ফিট সড়ক) এ আশপাশের এলাকায় শুধু নয়; এমন পরিস্থিতি তৈরি হয়েছিল যে অনেকটাই বিস্ময় প্রকাশ করেছেন নানান শ্রেণি–পেশার মানুষ। — [20, 108, 241, 143]
article-paragraph: পুলিশ জানিয়েছে, দুর্ঘটনার কারণ অনুসন্ধানে তদন্ত চলছে। বাসটি জব্দ করা হয়েছে, চালক পলাতক রয়েছেন। — [20, 1532, 241, 1554]
bullet-icon — [803, 719, 808, 724]
article-paragraph: তালিকায় থাকা অন্যান্য কোম্পানির মধ্যে দর বেড়েছে যথাক্রমে ১৩ দশমিক ৯৮, ১২ দশমিক ৪৪, ১১ দশমিক ৭৬, ১০ দশমিক ৫২ শতাংশ। — [492, 1121, 707, 1143]
article-paragraph: স্থানীয় প্রশাসন জানিয়েছে, ঘটনার পরপরই পুলিশ ঘটনাস্থলে গিয়ে পরিস্থিতি নিয়ন্ত্রণে আনে। এ ঘটনায় জড়িত সন্দেহে কয়েকজনকে আটক করা হয়েছে। — [20, 790, 241, 825]
page-label: পৃষ্ঠা — [628, 27, 653, 44]
bullet-icon — [1042, 465, 1047, 470]
